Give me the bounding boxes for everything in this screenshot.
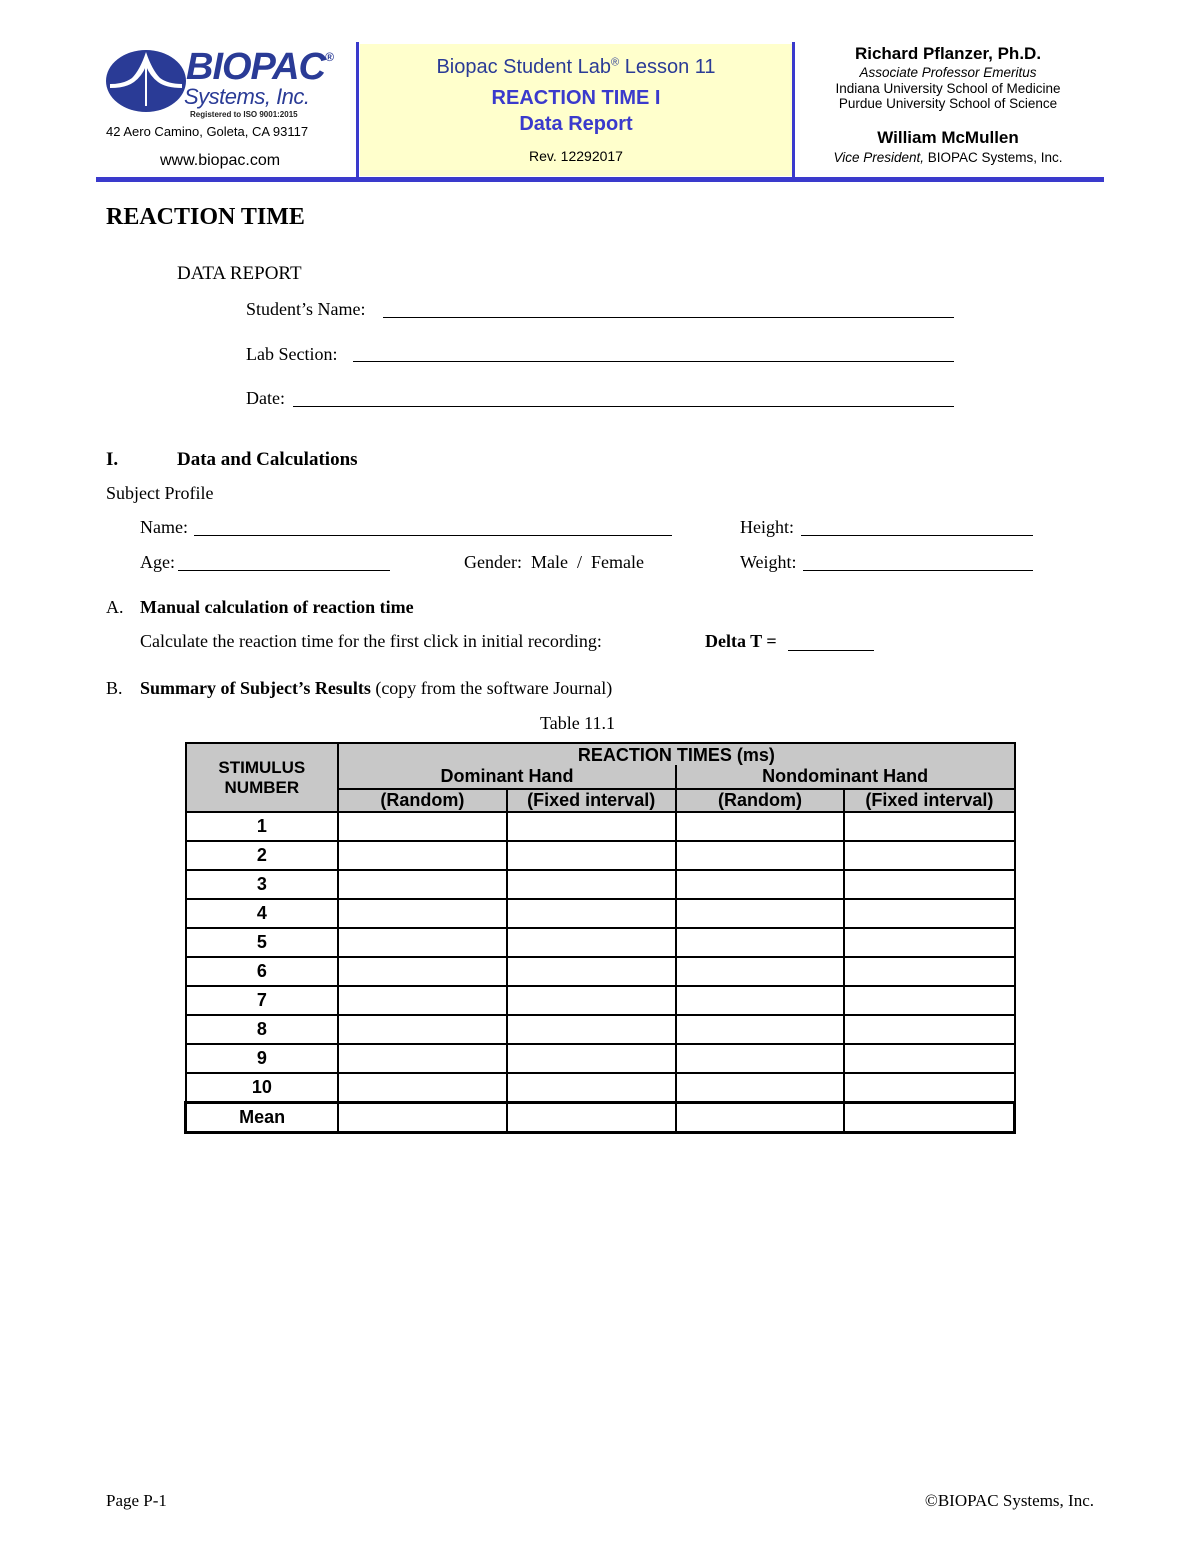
website[interactable]: www.biopac.com	[160, 152, 281, 169]
cell-dom-random[interactable]	[338, 841, 506, 870]
row-number: 2	[186, 841, 339, 870]
cell-nondom-fixed[interactable]	[844, 928, 1014, 957]
cell-dom-fixed[interactable]	[507, 899, 676, 928]
cell-dom-fixed[interactable]	[507, 957, 676, 986]
section-b-rest: (copy from the software Journal)	[370, 678, 613, 698]
nondominant-hand-header: Nondominant Hand	[676, 765, 1015, 789]
cell-nondom-fixed[interactable]	[844, 870, 1014, 899]
row-number: 8	[186, 1015, 339, 1044]
cell-dom-fixed[interactable]	[507, 841, 676, 870]
row-number: 5	[186, 928, 339, 957]
cell-nondom-random[interactable]	[676, 1015, 844, 1044]
cell-nondom-random[interactable]	[676, 986, 844, 1015]
header-center	[360, 44, 792, 176]
header-divider-left	[356, 42, 359, 178]
cell-dom-random[interactable]	[338, 870, 506, 899]
section1-title: Data and Calculations	[177, 449, 358, 470]
cell-dom-random[interactable]	[338, 899, 506, 928]
table-row	[186, 1044, 1015, 1073]
sub-header-nondom-fixed: (Fixed interval)	[844, 789, 1014, 812]
name-field[interactable]	[194, 535, 672, 536]
cell-nondom-fixed[interactable]	[844, 812, 1014, 841]
table-row	[186, 812, 1015, 841]
cell-nondom-random[interactable]	[676, 899, 844, 928]
section-a-title: Manual calculation of reaction time	[140, 597, 414, 617]
delta-t-label: Delta T =	[705, 631, 782, 651]
section-b-title: Summary of Subject’s Results	[140, 678, 371, 698]
student-name-field[interactable]	[383, 317, 954, 318]
cell-nondom-random[interactable]	[676, 928, 844, 957]
lesson-prefix: Biopac Student Lab	[436, 56, 612, 78]
biopac-globe-icon	[104, 48, 188, 114]
table-row	[186, 928, 1015, 957]
row-number: 3	[186, 870, 339, 899]
author1-org2: Purdue University School of Science	[838, 96, 1058, 111]
reaction-times-header: REACTION TIMES (ms)	[338, 743, 1014, 765]
date-row	[246, 388, 285, 409]
author2-org: BIOPAC Systems, Inc.	[924, 150, 1063, 165]
header-rev: Rev. 12292017	[529, 148, 623, 164]
weight-label: Weight:	[740, 552, 797, 572]
cell-nondom-random[interactable]	[676, 841, 844, 870]
age-field[interactable]	[178, 570, 390, 571]
section-a-label: A.	[106, 597, 124, 617]
mean-row	[186, 1102, 1015, 1132]
table-row	[186, 1073, 1015, 1102]
row-number: 9	[186, 1044, 339, 1073]
header-rule	[96, 177, 1104, 182]
cell-dom-random[interactable]	[338, 1015, 506, 1044]
row-number: 1	[186, 812, 339, 841]
cell-dom-random[interactable]	[338, 1044, 506, 1073]
table-caption: Table 11.1	[539, 713, 616, 733]
section-a-text: Calculate the reaction time for the first click in initial recording:	[140, 631, 602, 651]
cell-dom-fixed[interactable]	[507, 812, 676, 841]
section-b-text	[140, 678, 612, 699]
height-field[interactable]	[801, 535, 1033, 536]
authors	[796, 44, 1100, 165]
cell-dom-random[interactable]	[338, 957, 506, 986]
mean-nondom-random[interactable]	[676, 1102, 844, 1132]
section1-number: I.	[106, 449, 119, 470]
dominant-hand-header: Dominant Hand	[338, 765, 676, 789]
logo-iso: Registered to ISO 9001:2015	[190, 110, 298, 119]
row-number: 6	[186, 957, 339, 986]
table-row	[186, 1015, 1015, 1044]
age-label: Age:	[140, 552, 175, 572]
gender-options[interactable]: Gender: Male / Female	[464, 552, 644, 572]
page-number: Page P-1	[106, 1491, 167, 1510]
page-title: REACTION TIME	[106, 204, 305, 230]
cell-nondom-fixed[interactable]	[844, 957, 1014, 986]
table-row	[186, 899, 1015, 928]
address: 42 Aero Camino, Goleta, CA 93117	[106, 124, 309, 139]
cell-dom-random[interactable]	[338, 928, 506, 957]
lab-section-field[interactable]	[353, 361, 954, 362]
header-subtitle: Data Report	[519, 113, 633, 135]
biopac-logo	[104, 44, 344, 124]
logo-systems: Systems, Inc.	[184, 84, 310, 109]
header-title: REACTION TIME I	[491, 87, 661, 109]
row-number: 7	[186, 986, 339, 1015]
copyright: ©BIOPAC Systems, Inc.	[924, 1491, 1094, 1510]
author1-title: Associate Professor Emeritus	[859, 65, 1037, 80]
header-divider-right	[792, 42, 795, 178]
mean-nondom-fixed[interactable]	[844, 1102, 1014, 1132]
lesson-registered: ®	[611, 56, 620, 69]
table-row	[186, 957, 1015, 986]
logo-brand	[186, 46, 333, 89]
subject-profile-label: Subject Profile	[106, 483, 214, 503]
row-number: 4	[186, 899, 339, 928]
cell-nondom-random[interactable]	[676, 1044, 844, 1073]
author1-name: Richard Pflanzer, Ph.D.	[854, 44, 1042, 63]
logo-brand-text: BIOPAC	[186, 46, 325, 88]
stimulus-number-header	[186, 743, 339, 812]
cell-dom-random[interactable]	[338, 812, 506, 841]
sub-header-dom-fixed: (Fixed interval)	[507, 789, 676, 812]
table-row	[186, 870, 1015, 899]
cell-dom-fixed[interactable]	[507, 928, 676, 957]
cell-dom-fixed[interactable]	[507, 1073, 676, 1102]
cell-nondom-fixed[interactable]	[844, 899, 1014, 928]
row-number: 10	[186, 1073, 339, 1102]
student-name-row	[246, 299, 366, 320]
cell-nondom-random[interactable]	[676, 870, 844, 899]
author2-title: Vice President,	[833, 150, 924, 165]
section-b	[106, 678, 123, 699]
lesson-suffix: Lesson 11	[619, 56, 716, 78]
sub-header-nondom-random: (Random)	[676, 789, 844, 812]
mean-label: Mean	[186, 1102, 339, 1132]
logo-registered-mark: ®	[324, 50, 333, 64]
cell-nondom-fixed[interactable]	[844, 1015, 1014, 1044]
date-label: Date:	[246, 388, 285, 408]
section-b-label: B.	[106, 678, 123, 698]
name-label: Name:	[140, 517, 188, 537]
author1-org1: Indiana University School of Medicine	[835, 81, 1061, 96]
sub-header-dom-random: (Random)	[338, 789, 506, 812]
author2-role	[796, 150, 1100, 165]
cell-nondom-random[interactable]	[676, 812, 844, 841]
lab-section-label: Lab Section:	[246, 344, 338, 364]
lab-section-row	[246, 344, 337, 365]
cell-dom-fixed[interactable]	[507, 870, 676, 899]
reaction-times-table	[184, 742, 1016, 1134]
cell-dom-fixed[interactable]	[507, 1015, 676, 1044]
cell-dom-fixed[interactable]	[507, 986, 676, 1015]
author2-name: William McMullen	[877, 128, 1019, 147]
cell-nondom-random[interactable]	[676, 1073, 844, 1102]
weight-field[interactable]	[803, 570, 1033, 571]
student-name-label: Student’s Name:	[246, 299, 366, 319]
height-label: Height:	[740, 517, 794, 537]
delta-t-field[interactable]	[788, 650, 874, 651]
cell-nondom-fixed[interactable]	[844, 1044, 1014, 1073]
stimulus-number-header-text: STIMULUS NUMBER	[218, 757, 306, 797]
table-row	[186, 841, 1015, 870]
cell-dom-random[interactable]	[338, 1073, 506, 1102]
cell-dom-fixed[interactable]	[507, 1044, 676, 1073]
table-row	[186, 986, 1015, 1015]
lesson-line	[360, 56, 792, 79]
cell-nondom-fixed[interactable]	[844, 986, 1014, 1015]
cell-nondom-fixed[interactable]	[844, 841, 1014, 870]
date-field[interactable]	[293, 406, 954, 407]
cell-dom-random[interactable]	[338, 986, 506, 1015]
mean-dom-fixed[interactable]	[507, 1102, 676, 1132]
cell-nondom-random[interactable]	[676, 957, 844, 986]
mean-dom-random[interactable]	[338, 1102, 506, 1132]
cell-nondom-fixed[interactable]	[844, 1073, 1014, 1102]
data-report-heading: DATA REPORT	[177, 263, 302, 284]
table-body	[186, 812, 1015, 1132]
